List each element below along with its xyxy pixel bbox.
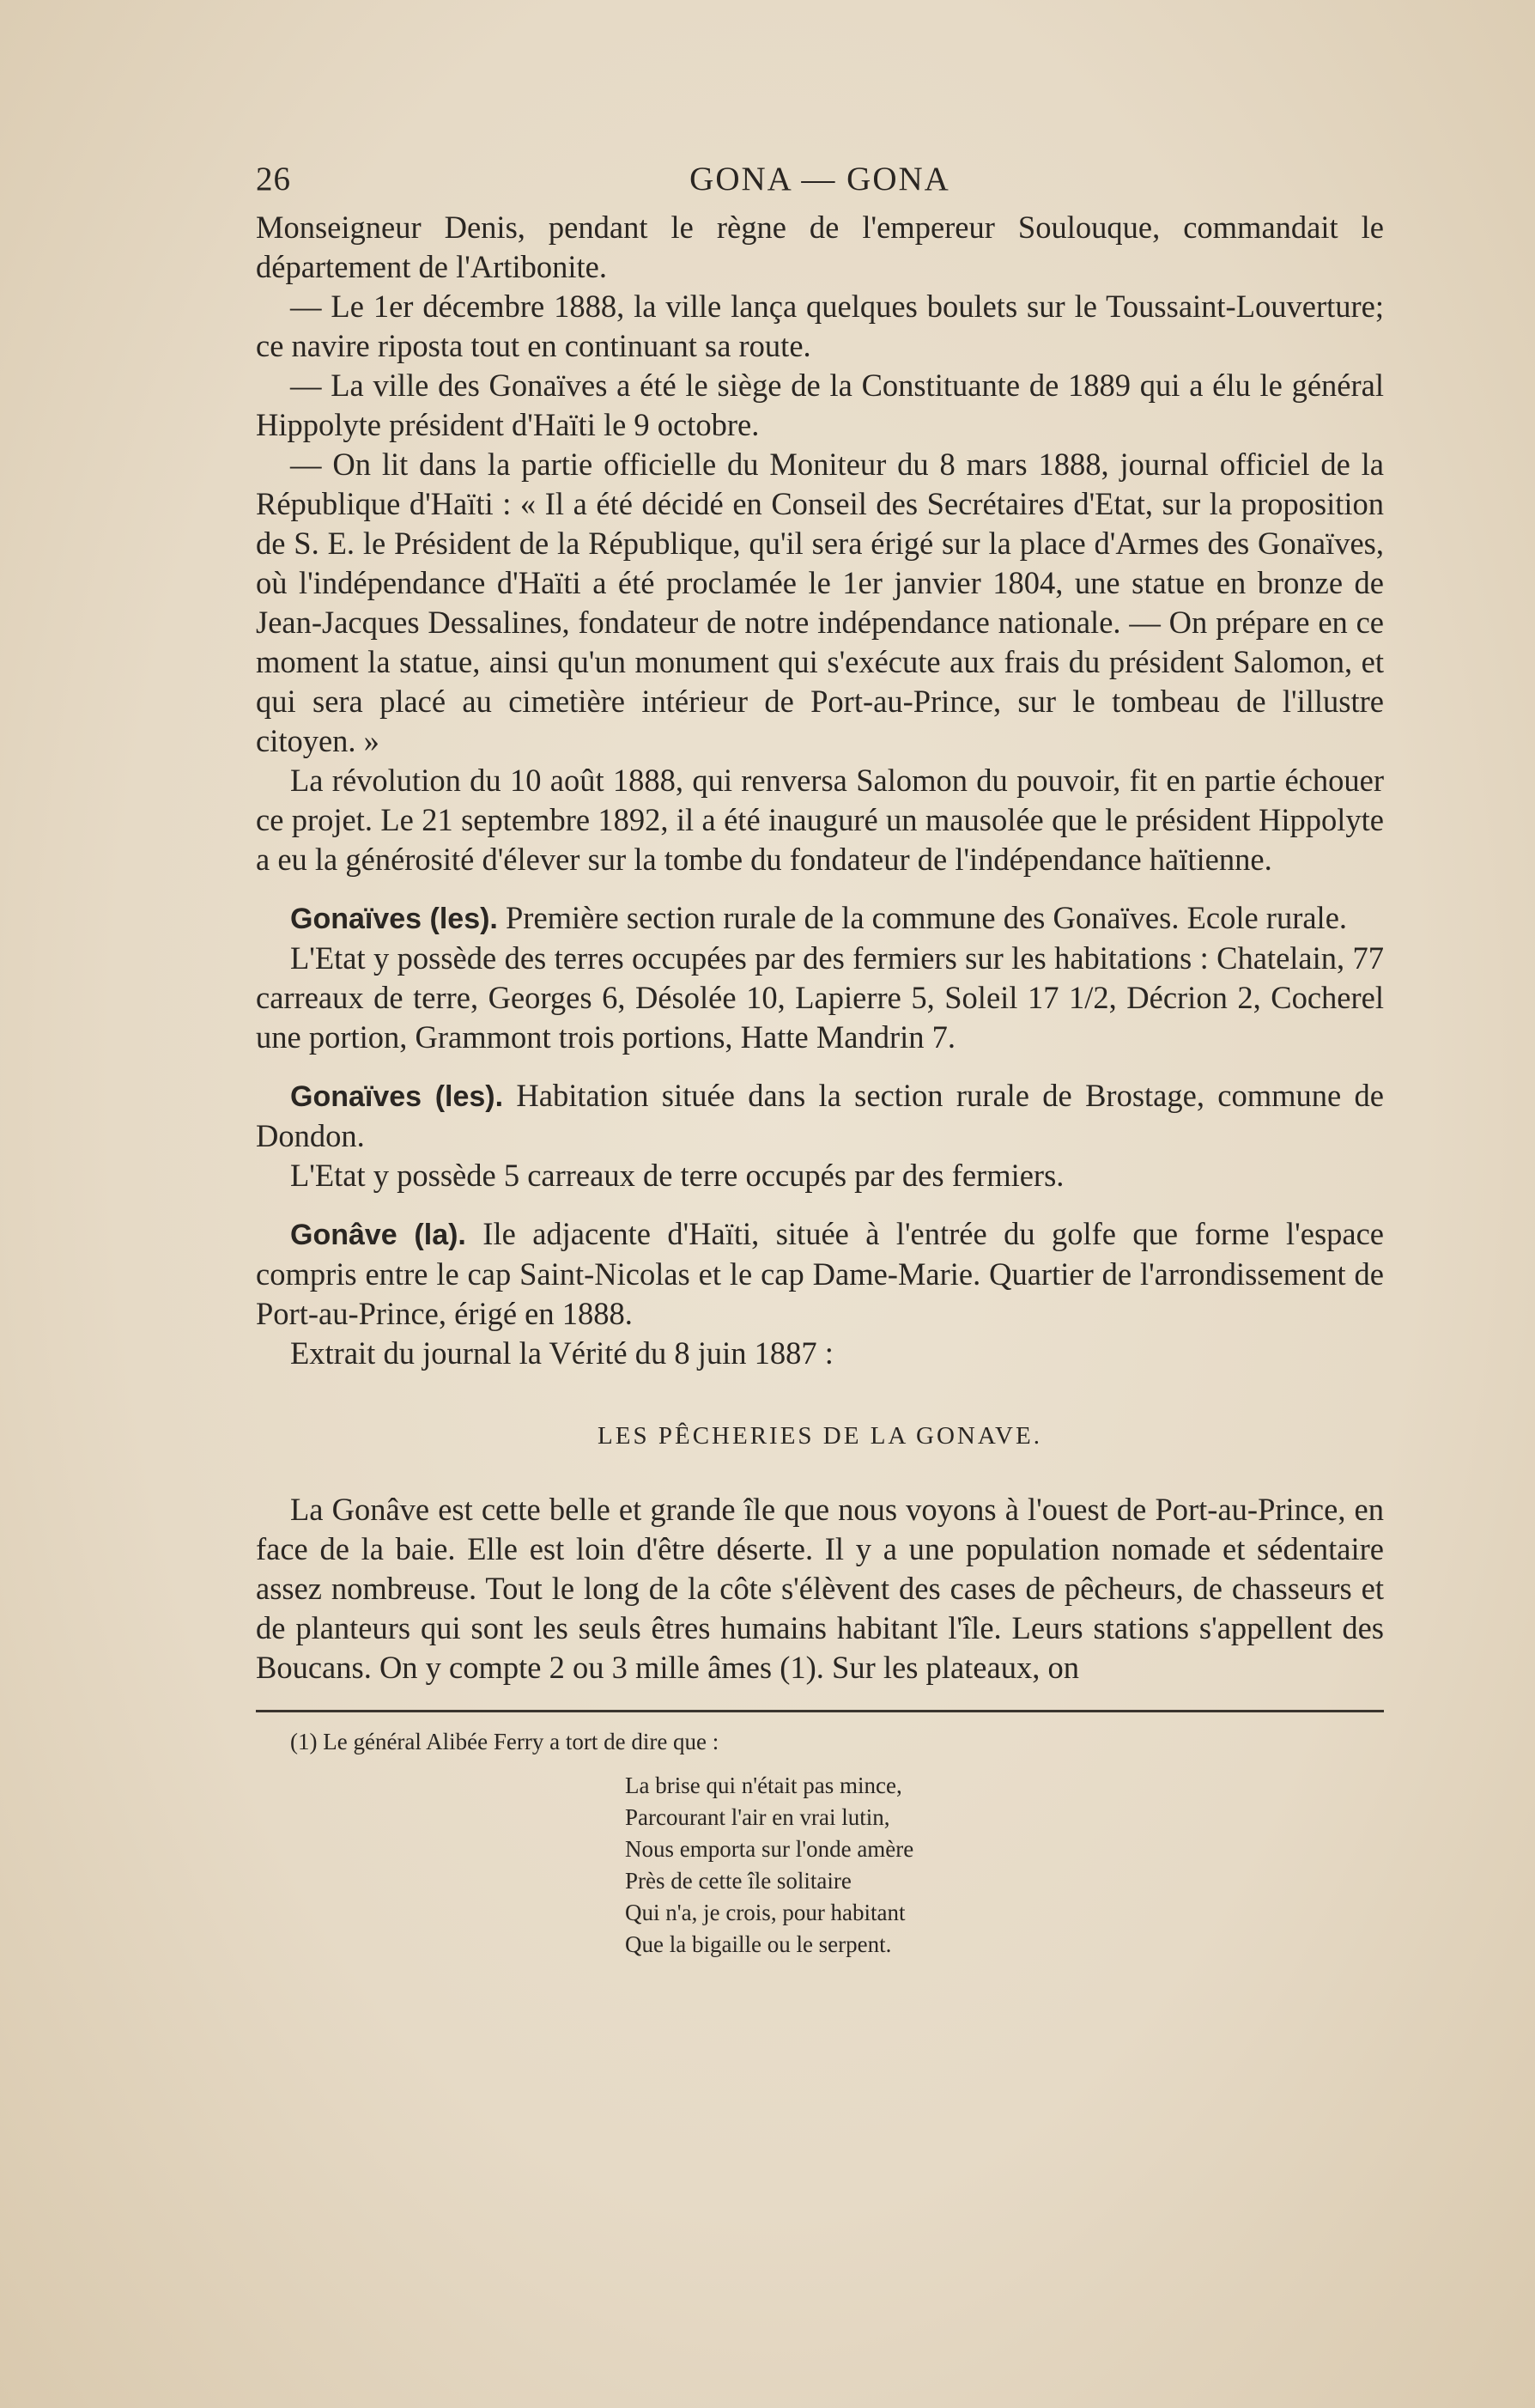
entry-extra: L'Etat y possède des terres occupées par des fermiers sur les habitations : Chatelain, 77 carreaux de terre, Georges 6, Désolée 10, Lapierre 5, Soleil 17 1/2, Décrion 2, Cocherel une portion, Grammont trois portions, Hatte Mandrin 7. xyxy=(256,940,1384,1055)
dictionary-entry xyxy=(256,1214,1384,1334)
entry-text: Habitation située dans la section rurale de Brostage, commune de Dondon. xyxy=(256,1078,1384,1153)
running-header xyxy=(256,160,1384,208)
paragraph: Monseigneur Denis, pendant le règne de l'empereur Soulouque, commandait le département de l'Artibonite. xyxy=(256,210,1384,284)
entry-extra: Extrait du journal la Vérité du 8 juin 1887 : xyxy=(290,1335,834,1371)
footnote-divider xyxy=(256,1710,1384,1712)
poem-line: Près de cette île solitaire xyxy=(625,1868,852,1894)
paragraph: — La ville des Gonaïves a été le siège de la Constituante de 1889 qui a élu le général Hippolyte président d'Haïti le 9 octobre. xyxy=(256,368,1384,442)
running-title: GONA — GONA xyxy=(689,161,950,198)
entry-headword: Gonaïves (les). xyxy=(290,903,498,935)
body-text xyxy=(256,208,1384,1687)
paragraph: La révolution du 10 août 1888, qui renversa Salomon du pouvoir, fit en partie échouer ce projet. Le 21 septembre 1892, il a été inauguré un mausolée que le président Hippolyte a eu la générosité d'élever sur la tombe du fondateur de l'indépendance haïtienne. xyxy=(256,763,1384,877)
poem-line: Nous emporta sur l'onde amère xyxy=(625,1836,914,1862)
entry-headword: Gonâve (la). xyxy=(290,1219,466,1251)
page-number: 26 xyxy=(256,161,291,198)
dictionary-entry xyxy=(256,1076,1384,1156)
paragraph: La Gonâve est cette belle et grande île que nous voyons à l'ouest de Port-au-Prince, en face de la baie. Elle est loin d'être déserte. Il y a une population nomade et sédentaire assez nombreuse. Tout le long de la côte s'élèvent des cases de pêcheurs, de chasseurs et de planteurs qui sont les seuls êtres humains habitant l'île. Leurs stations s'appellent des Boucans. On y compte 2 ou 3 mille âmes (1). Sur les plateaux, on xyxy=(256,1492,1384,1685)
dictionary-entry xyxy=(256,898,1384,939)
entry-text: Ile adjacente d'Haïti, située à l'entrée du golfe que forme l'espace compris entre le cap Saint-Nicolas et le cap Dame-Marie. Quartier de l'arrondissement de Port-au-Prince, érigé en 1888. xyxy=(256,1216,1385,1331)
entry-extra: L'Etat y possède 5 carreaux de terre occupés par des fermiers. xyxy=(290,1158,1065,1193)
entry-headword: Gonaïves (les). xyxy=(290,1080,504,1113)
poem-line: Parcourant l'air en vrai lutin, xyxy=(625,1804,890,1830)
poem-line: Qui n'a, je crois, pour habitant xyxy=(625,1900,906,1925)
paragraph: — On lit dans la partie officielle du Moniteur du 8 mars 1888, journal officiel de la République d'Haïti : « Il a été décidé en Conseil des Secrétaires d'Etat, sur la proposition de S. E. le Président de la République, qu'il sera érigé sur la place d'Armes des Gonaïves, où l'indépendance d'Haïti a été proclamée le 1er janvier 1804, une statue en bronze de Jean-Jacques Dessalines, fondateur de notre indépendance nationale. — On prépare en ce moment la statue, ainsi qu'un monument qui s'exécute aux frais du président Salomon, et qui sera placé au cimetière intérieur de Port-au-Prince, sur le tombeau de l'illustre citoyen. » xyxy=(256,447,1384,758)
entry-text: Première section rurale de la commune des Gonaïves. Ecole rurale. xyxy=(506,900,1348,935)
footnote xyxy=(256,1726,1384,1961)
paragraph: — Le 1er décembre 1888, la ville lança quelques boulets sur le Toussaint-Louverture; ce navire riposta tout en continuant sa route. xyxy=(256,289,1384,363)
footnote-poem xyxy=(625,1770,1384,1961)
section-heading: LES PÊCHERIES DE LA GONAVE. xyxy=(598,1422,1042,1450)
footnote-intro: (1) Le général Alibée Ferry a tort de dire que : xyxy=(290,1729,719,1754)
poem-line: La brise qui n'était pas mince, xyxy=(625,1773,902,1798)
poem-line: Que la bigaille ou le serpent. xyxy=(625,1931,892,1957)
text-column xyxy=(256,160,1384,1961)
